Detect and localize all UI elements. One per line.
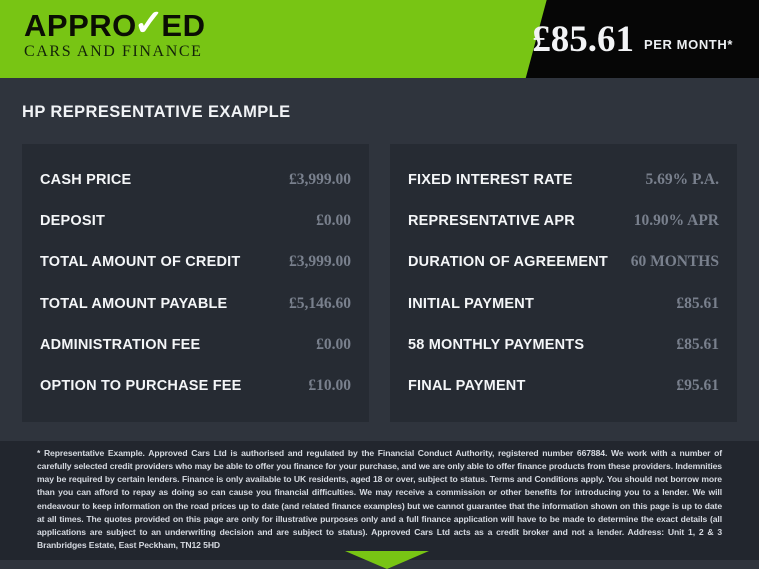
finance-row-label: CASH PRICE [40, 171, 132, 188]
logo-subtitle: CARS AND FINANCE [24, 43, 203, 60]
down-triangle-icon [345, 551, 429, 569]
finance-row-label: DEPOSIT [40, 212, 106, 229]
per-month-label: PER MONTH* [643, 36, 733, 52]
page-title: HP REPRESENTATIVE EXAMPLE [22, 103, 291, 121]
finance-row-label: INITIAL PAYMENT [408, 295, 534, 312]
finance-row-label: TOTAL AMOUNT PAYABLE [40, 295, 228, 312]
finance-row [408, 242, 719, 283]
finance-row-value: £85.61 [676, 335, 719, 353]
finance-row-value: £0.00 [316, 211, 351, 229]
finance-left-panel [22, 144, 369, 422]
finance-row-value: £3,999.00 [289, 253, 351, 271]
finance-row-value: £5,146.60 [289, 294, 351, 312]
finance-row-value: 10.90% APR [633, 211, 719, 229]
finance-row-label: REPRESENTATIVE APR [408, 212, 575, 229]
finance-row-value: £3,999.00 [289, 170, 351, 188]
finance-row [40, 159, 351, 200]
logo-wordmark [24, 1, 206, 43]
finance-row-value: 5.69% P.A. [645, 170, 719, 188]
finance-row [408, 159, 719, 200]
approved-cars-logo [24, 1, 206, 60]
finance-row-value: 60 MONTHS [630, 253, 719, 271]
checkmark-icon: ✓ [133, 1, 165, 43]
finance-row [40, 365, 351, 406]
finance-row [40, 283, 351, 324]
finance-row [408, 283, 719, 324]
finance-panels [22, 144, 737, 422]
logo-text-pre: APPRO [24, 8, 137, 43]
finance-row [408, 365, 719, 406]
monthly-price: £85.61 [532, 18, 634, 60]
finance-row [40, 242, 351, 283]
finance-row [408, 324, 719, 365]
finance-row-value: £85.61 [676, 294, 719, 312]
disclaimer-text: * Representative Example. Approved Cars Ltd is authorised and regulated by the Financial Conduct Authority, registered number 667884. We work with a number of carefully selected credit providers who may be able to offer you finance for your purchase, and we are only able to offer finance products from these providers. Indemnities may be required by certain lenders. Finance is only available to UK residents, aged 18 or over, subject to status. Terms and Conditions apply. You should not borrow more than you can afford to repay as doing so can cause you financial difficulties. We may receive a commission or other benefits for introducing you to a lender. We will endeavour to keep information on the road prices up to date (and related finance examples) but we cannot guarantee that the information shown on this page is up to date at all times. The quotes provided on this page are only for illustrative purposes only and a full finance application will have to be made to determine the exact details (all applications are subject to an underwriting decision and are subject to status). Approved Cars Ltd acts as a credit broker and not a lender. Address: Unit 1, 2 & 3 Branbridges Estate, East Peckham, TN12 5HD [0, 441, 759, 561]
finance-right-panel [390, 144, 737, 422]
finance-row [40, 200, 351, 241]
finance-row-label: FIXED INTEREST RATE [408, 171, 573, 188]
finance-row-label: OPTION TO PURCHASE FEE [40, 378, 242, 395]
header [0, 0, 759, 78]
finance-row-label: TOTAL AMOUNT OF CREDIT [40, 254, 241, 271]
finance-row-value: £0.00 [316, 335, 351, 353]
finance-row-value: £10.00 [308, 377, 351, 395]
finance-row-value: £95.61 [676, 377, 719, 395]
finance-row-label: ADMINISTRATION FEE [40, 336, 201, 353]
finance-row [408, 200, 719, 241]
monthly-price-block [532, 0, 733, 78]
finance-row-label: FINAL PAYMENT [408, 378, 526, 395]
finance-row-label: 58 MONTHLY PAYMENTS [408, 336, 585, 353]
finance-row [40, 324, 351, 365]
finance-row-label: DURATION OF AGREEMENT [408, 254, 608, 271]
logo-text-post: ED [161, 8, 206, 43]
